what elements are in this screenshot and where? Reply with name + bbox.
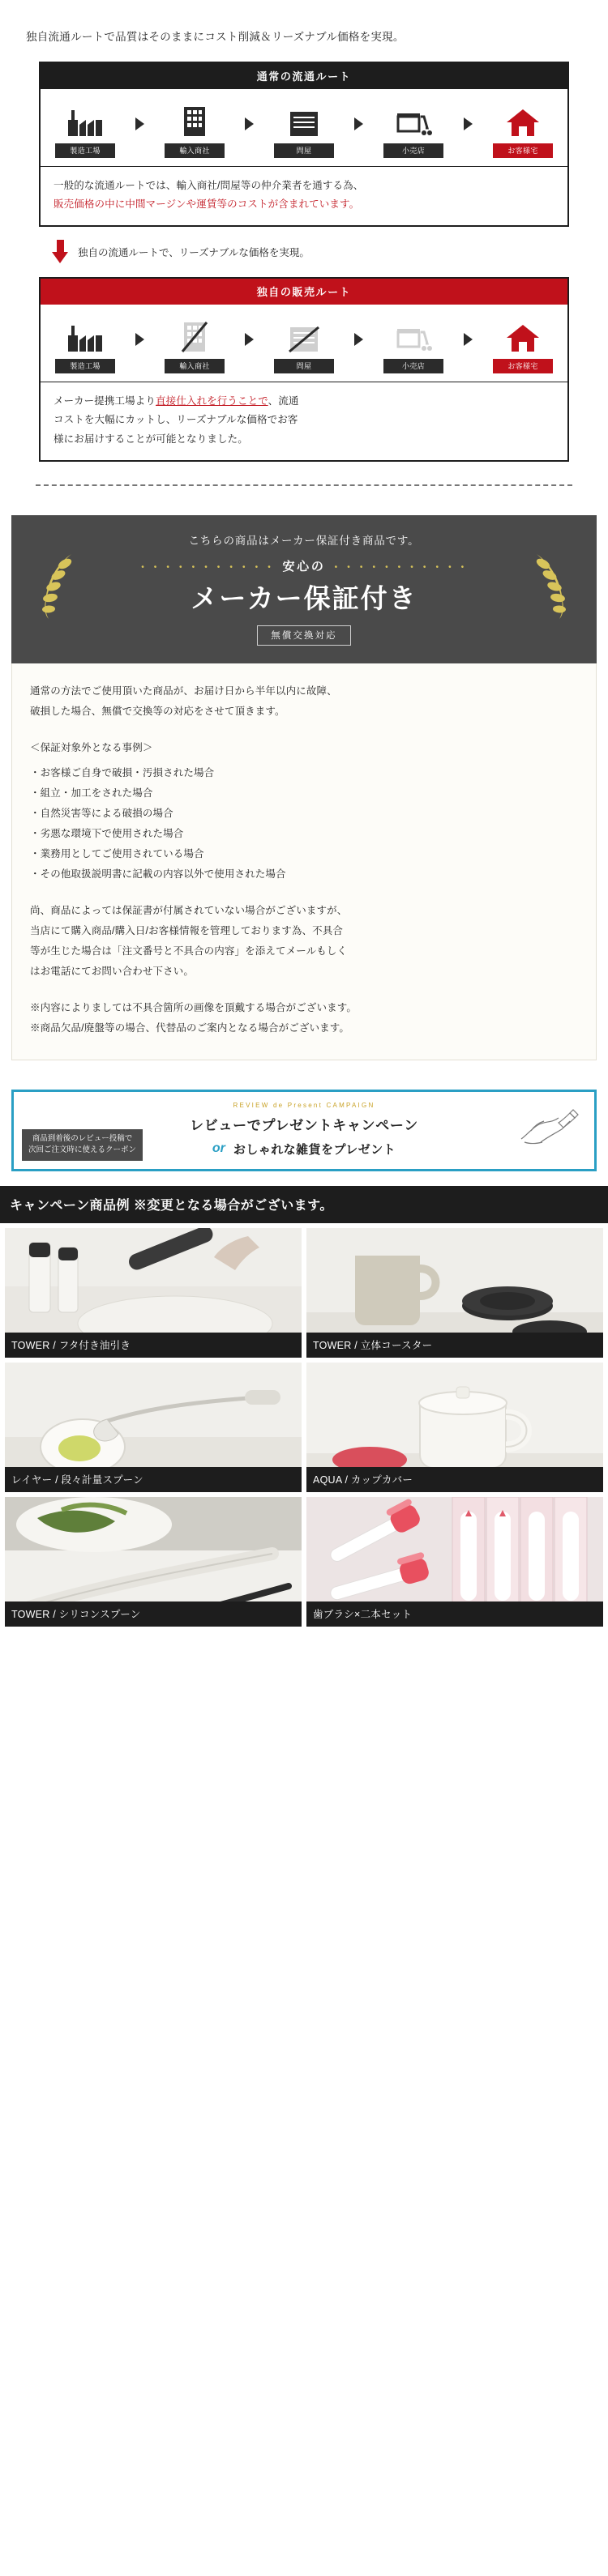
distribution-lead: 独自流通ルートで品質はそのままにコスト削減＆リーズナブル価格を実現。 xyxy=(26,31,405,43)
list-item: ・お客様ご自身で破損・汚損された場合 xyxy=(30,766,215,778)
original-route-title: 独自の販売ルート xyxy=(41,279,567,305)
warranty-safe-label: 安心の xyxy=(282,559,326,574)
normal-route-text-line1: 一般的な流通ルートでは、輸入商社/問屋等の仲介業者を通する為、 xyxy=(54,180,364,191)
icon-label: 小売店 xyxy=(383,143,443,158)
icon-cell-factory xyxy=(55,102,115,158)
review-eyebrow: REVIEW de Present CAMPAIGN xyxy=(233,1101,375,1109)
asterisk-line2: ※商品欠品/廃盤等の場合、代替品のご案内となる場合がございます。 xyxy=(30,1021,349,1034)
warranty-intro-line1: 通常の方法でご使用頂いた商品が、お届け日から半年以内に故障、 xyxy=(30,685,337,697)
icon-cell-trading xyxy=(165,102,225,158)
warranty-asterisks xyxy=(30,998,578,1039)
warranty-intro xyxy=(30,681,578,722)
note-line2: 当店にて購入商品/購入日/お客様情報を管理しております為、不具合 xyxy=(30,924,343,936)
normal-route-box xyxy=(39,62,569,227)
icon-cell-retail-skipped xyxy=(383,318,443,373)
warranty-intro-line2: 破損した場合、無償で交換等の対応をさせて頂きます。 xyxy=(30,705,285,717)
icon-label: 輸入商社 xyxy=(165,359,225,373)
campaign-products-section xyxy=(0,1186,608,1635)
exclusion-list xyxy=(30,763,578,885)
icon-cell-factory xyxy=(55,318,115,373)
flow-arrow-1 xyxy=(132,106,148,142)
warranty-section xyxy=(0,494,608,1077)
writing-hand-icon xyxy=(516,1107,581,1149)
house-icon xyxy=(493,102,553,138)
review-campaign-section xyxy=(0,1077,608,1171)
icon-cell-customer xyxy=(493,318,553,373)
product-card[interactable] xyxy=(306,1363,603,1492)
original-route-box xyxy=(39,277,569,461)
middle-arrow-row xyxy=(52,240,584,264)
note-line1: 尚、商品によっては保証書が付属されていない場合がございますが、 xyxy=(30,904,348,916)
icon-label: お客様宅 xyxy=(493,359,553,373)
warranty-header-safe-row xyxy=(19,557,589,574)
review-or-label: or xyxy=(212,1141,225,1156)
icon-cell-retail xyxy=(383,102,443,158)
icon-label: 製造工場 xyxy=(55,359,115,373)
icon-cell-wholesaler-skipped xyxy=(274,318,334,373)
normal-route-text xyxy=(41,166,567,225)
flow-arrow-2 xyxy=(242,106,258,142)
product-grid xyxy=(0,1223,608,1635)
distribution-section xyxy=(0,0,608,494)
original-route-text-c: 、流通 xyxy=(268,395,299,407)
dots-right: ・・・・・・・・・・・ xyxy=(331,561,471,573)
warehouse-icon xyxy=(274,102,334,138)
icon-label: お客様宅 xyxy=(493,143,553,158)
product-card[interactable] xyxy=(5,1228,302,1358)
list-item: ・劣悪な環境下で使用された場合 xyxy=(30,827,184,839)
down-arrow-icon xyxy=(52,240,68,264)
product-caption: AQUA / カップカバー xyxy=(306,1467,603,1492)
icon-cell-wholesaler xyxy=(274,102,334,158)
product-card[interactable] xyxy=(5,1497,302,1627)
product-card[interactable] xyxy=(306,1497,603,1627)
product-card[interactable] xyxy=(306,1228,603,1358)
flow-arrow-1 xyxy=(132,322,148,357)
product-caption: TOWER / 立体コースター xyxy=(306,1333,603,1358)
campaign-bar-title: キャンペーン商品例 ※変更となる場合がございます。 xyxy=(0,1186,608,1223)
laurel-right-icon xyxy=(527,551,576,628)
note-line3: 等が生じた場合は「注文番号と不具合の内容」を添えてメールもしく xyxy=(30,945,348,957)
flow-arrow-2 xyxy=(242,322,258,357)
original-route-icons xyxy=(41,305,567,382)
product-caption: レイヤー / 段々計量スプーン xyxy=(5,1467,302,1492)
middle-arrow-text: 独自の流通ルートで、リーズナブルな価格を実現。 xyxy=(78,247,310,259)
icon-label: 問屋 xyxy=(274,359,334,373)
building-icon xyxy=(165,102,225,138)
normal-route-text-line2: 販売価格の中に中間マージンや運賃等のコストが含まれています。 xyxy=(54,198,360,211)
normal-route-title: 通常の流通ルート xyxy=(41,63,567,89)
list-item: ・業務用としてご使用されている場合 xyxy=(30,847,204,859)
review-title: レビューでプレゼントキャンペーン xyxy=(190,1117,418,1133)
list-item: ・組立・加工をされた場合 xyxy=(30,787,153,799)
note-line4: はお電話にてお問い合わせ下さい。 xyxy=(30,965,195,977)
review-coupon-note xyxy=(22,1129,143,1161)
asterisk-line1: ※内容によりましては不具合箇所の画像を頂戴する場合がございます。 xyxy=(30,1001,358,1013)
original-route-text xyxy=(41,382,567,459)
warranty-body xyxy=(11,663,597,1060)
warranty-exclusions xyxy=(30,738,578,885)
factory-icon xyxy=(55,102,115,138)
coupon-line1: 商品到着後のレビュー投稿で xyxy=(32,1134,133,1144)
warranty-header xyxy=(11,515,597,663)
icon-cell-trading-skipped xyxy=(165,318,225,373)
original-route-text-b: 直接仕入れを行うことで xyxy=(156,395,268,407)
icon-label: 製造工場 xyxy=(55,143,115,158)
shop-crossed-icon xyxy=(383,318,443,353)
list-item: ・自然災害等による破損の場合 xyxy=(30,807,173,819)
warehouse-crossed-icon xyxy=(274,318,334,353)
flow-arrow-4 xyxy=(460,106,477,142)
icon-label: 輸入商社 xyxy=(165,143,225,158)
product-caption: TOWER / シリコンスプーン xyxy=(5,1601,302,1627)
coupon-line2: 次回ご注文時に使えるクーポン xyxy=(28,1145,137,1155)
original-route-text-line2: コストを大幅にカットし、リーズナブルな価格でお客 xyxy=(54,414,298,426)
icon-label: 問屋 xyxy=(274,143,334,158)
warranty-header-top: こちらの商品はメーカー保証付き商品です。 xyxy=(188,534,420,547)
original-route-text-a: メーカー提携工場より xyxy=(54,395,156,407)
product-caption: 歯ブラシ×二本セット xyxy=(306,1601,603,1627)
flow-arrow-3 xyxy=(351,322,367,357)
original-route-text-line3: 様にお届けすることが可能となりました。 xyxy=(54,433,248,445)
warranty-header-main: メーカー保証付き xyxy=(191,582,417,613)
icon-cell-customer xyxy=(493,102,553,158)
laurel-left-icon xyxy=(32,551,81,628)
review-subtitle: おしゃれな雑貨をプレゼント xyxy=(233,1142,396,1157)
dots-left: ・・・・・・・・・・・ xyxy=(137,561,277,573)
section-divider xyxy=(36,484,572,486)
house-icon xyxy=(493,318,553,353)
warranty-badge: 無償交換対応 xyxy=(257,625,350,646)
building-crossed-icon xyxy=(165,318,225,353)
product-caption: TOWER / フタ付き油引き xyxy=(5,1333,302,1358)
icon-label: 小売店 xyxy=(383,359,443,373)
product-card[interactable] xyxy=(5,1363,302,1492)
warranty-note xyxy=(30,901,578,982)
flow-arrow-3 xyxy=(351,106,367,142)
review-or-row xyxy=(212,1141,396,1158)
flow-arrow-4 xyxy=(460,322,477,357)
normal-route-icons xyxy=(41,89,567,166)
factory-icon xyxy=(55,318,115,353)
list-item: ・その他取扱説明書に記載の内容以外で使用された場合 xyxy=(30,868,286,880)
shop-icon xyxy=(383,102,443,138)
review-banner xyxy=(11,1090,597,1171)
exclusion-heading: ＜保証対象外となる事例＞ xyxy=(30,741,153,753)
